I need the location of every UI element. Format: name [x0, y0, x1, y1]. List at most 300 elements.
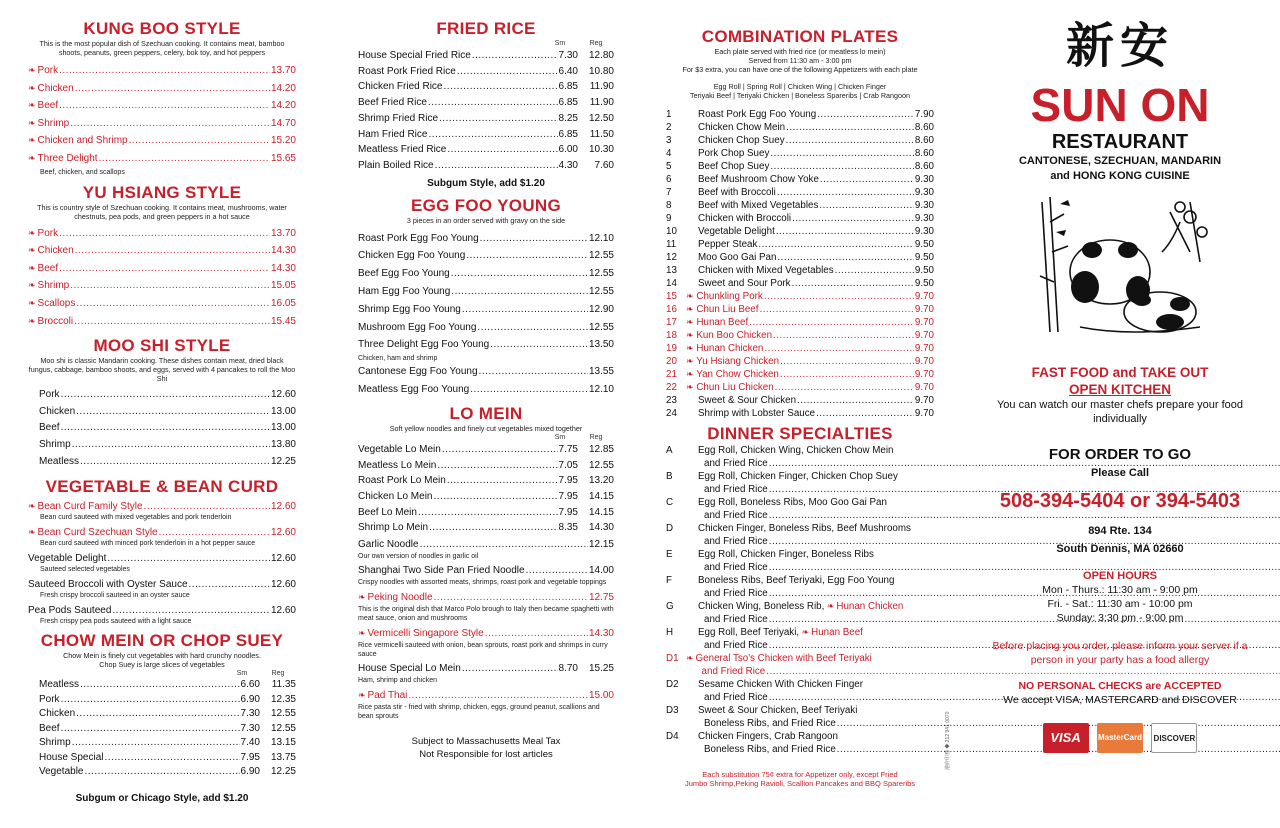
sm-label: Sm	[236, 670, 248, 678]
payment-cards	[980, 723, 1260, 753]
dinner-desc: and Fried Rice	[704, 562, 768, 573]
combo-item	[666, 186, 934, 199]
section-desc: 3 pieces in an order served with gravy on the side	[406, 215, 566, 225]
item-price-small: 6.90	[240, 693, 260, 705]
leader-dots	[418, 505, 558, 521]
item-name: Chicken	[37, 245, 74, 257]
chinese-name: 新安	[1065, 18, 1174, 74]
combo-number: 20	[666, 356, 677, 367]
hours-line: Fri. - Sat.: 11:30 am - 10:00 pm	[1047, 598, 1193, 610]
combo-price: 9.50	[914, 278, 934, 289]
item-name: House Special Fried Rice	[358, 50, 471, 61]
combo-number: 23	[666, 395, 677, 406]
combo-number: 19	[666, 343, 677, 354]
item-name: Shrimp	[37, 117, 70, 129]
leader-dots	[433, 489, 557, 505]
item-price: 12.35	[270, 693, 296, 705]
combo-item	[666, 290, 934, 303]
leader-dots	[80, 678, 240, 693]
chili-icon: ❧	[686, 356, 694, 366]
item-price-small: 6.00	[558, 144, 578, 156]
leader-dots	[85, 765, 240, 780]
item-price: 12.80	[588, 50, 614, 61]
leader-dots	[428, 95, 558, 111]
dinner-desc: and Fried Rice	[704, 458, 768, 469]
item-price-small: 6.85	[558, 81, 578, 93]
dinner-list	[666, 444, 934, 756]
combo-item	[666, 160, 934, 173]
leader-dots	[107, 552, 270, 565]
item-name: Meatless Fried Rice	[358, 144, 447, 156]
chili-icon: ❧	[28, 82, 36, 93]
fried-rice-footer: Subgum Style, add $1.20	[427, 177, 545, 189]
column-2	[358, 0, 614, 828]
combo-number: 15	[666, 291, 677, 302]
dinner-desc: Chicken Finger, Boneless Ribs, Beef Mushrooms	[698, 523, 911, 534]
item-price: 13.20	[588, 475, 614, 487]
item-price: 15.20	[270, 135, 296, 147]
combo-name: Beef with Mixed Vegetables	[698, 200, 819, 211]
combo-item	[666, 251, 934, 264]
size-header	[358, 39, 614, 48]
leader-dots	[835, 264, 914, 277]
combo-number: 7	[666, 187, 672, 198]
dinner-letter: D	[666, 523, 674, 534]
item-price: 15.65	[270, 152, 296, 164]
item-note: Ham, shrimp and chicken	[358, 677, 437, 685]
dinner-item	[666, 522, 934, 548]
item-name: Chicken	[39, 708, 76, 720]
combo-name: Roast Pork Egg Foo Young	[698, 109, 817, 120]
section-title: YU HSIANG STYLE	[82, 182, 242, 202]
section-desc: Served from 11:30 am - 3:00 pm	[748, 56, 852, 65]
dinner-letter: D1	[666, 653, 679, 664]
dinner-item	[666, 470, 934, 496]
combo-price: 9.30	[914, 200, 934, 211]
dinner-desc-red: Hunan Chicken	[836, 601, 904, 612]
item-price: 15.00	[588, 690, 614, 702]
panda-illustration	[1020, 192, 1220, 342]
item-price-small: 7.95	[558, 506, 578, 518]
leader-dots	[74, 314, 270, 331]
menu-item	[358, 158, 614, 174]
menu-item	[358, 564, 614, 578]
lost-articles-note: Not Responsible for lost articles	[419, 749, 553, 761]
leader-dots	[775, 381, 914, 394]
menu-item	[358, 590, 614, 605]
item-name: Beef Fried Rice	[358, 97, 427, 109]
leader-dots	[820, 173, 914, 186]
section-desc: Chow Mein is finely cut vegetables with hard crunchy noodles.	[63, 651, 261, 661]
leader-dots	[457, 64, 558, 80]
dinner-desc: Sesame Chicken With Chicken Finger	[698, 679, 863, 690]
item-price: 12.90	[588, 303, 614, 315]
leader-dots	[776, 225, 914, 238]
menu-item	[358, 319, 614, 337]
item-name: Beef Egg Foo Young	[358, 268, 450, 280]
item-note: Sauteed selected vegetables	[40, 566, 130, 574]
chili-icon: ❧	[824, 601, 835, 611]
combo-price: 9.50	[914, 252, 934, 263]
menu-item	[358, 301, 614, 319]
item-price: 12.60	[270, 389, 296, 401]
item-price: 12.50	[588, 112, 614, 124]
substitution-note: Jumbo Shrimp,Peking Ravioli, Scallion Pancakes and BBQ Spareribs	[684, 779, 916, 788]
chili-icon: ❧	[28, 262, 36, 273]
combo-name: Chun Liu Beef	[696, 304, 759, 315]
menu-item	[358, 688, 614, 703]
leader-dots	[61, 693, 240, 708]
item-price: 12.60	[270, 501, 296, 513]
item-name: Scallops	[37, 297, 76, 309]
leader-dots	[462, 662, 558, 676]
section-desc: Chop Suey is large slices of vegetables	[99, 660, 225, 670]
cuisine-line: CANTONESE, SZECHUAN, MANDARIN	[1018, 155, 1222, 167]
menu-item	[358, 247, 614, 265]
allergy-notice: Before placing you order, please inform your server if a person in your party has a food allergy	[992, 640, 1248, 666]
item-price-small: 6.90	[240, 766, 260, 778]
item-name: Shrimp Egg Foo Young	[358, 303, 461, 315]
item-name: Meatless Egg Foo Young	[358, 384, 470, 395]
leader-dots	[777, 186, 914, 199]
panda-icon	[1020, 192, 1220, 342]
item-note: Beef, chicken, and scallops	[40, 168, 125, 176]
item-price-small: 6.85	[558, 128, 578, 140]
item-price: 12.25	[270, 455, 296, 467]
menu-item	[39, 707, 296, 722]
combo-price: 9.70	[914, 317, 934, 328]
fried-rice-list	[358, 48, 614, 174]
dinner-desc: Sweet & Sour Chicken, Beef Teriyaki	[698, 705, 858, 716]
item-price: 14.30	[588, 628, 614, 640]
item-price: 15.25	[588, 663, 614, 675]
section-desc: Each plate served with fried rice (or meatless lo mein)	[714, 47, 886, 56]
combo-name: Chicken Chop Suey	[698, 135, 785, 146]
dinner-letter: F	[666, 575, 672, 586]
leader-dots	[61, 722, 240, 737]
combo-price: 9.70	[914, 395, 934, 406]
item-price: 12.75	[588, 592, 614, 604]
dinner-desc: Chicken Fingers, Crab Rangoon	[698, 731, 838, 742]
restaurant-name: SUN ON	[1030, 79, 1210, 131]
combo-number: 5	[666, 161, 672, 172]
item-name: Pork	[37, 65, 59, 76]
item-name: House Special	[39, 751, 104, 763]
menu-item	[39, 678, 296, 693]
menu-item	[39, 751, 296, 766]
item-price: 12.55	[588, 321, 614, 333]
column-1	[28, 0, 296, 828]
leader-dots	[72, 736, 240, 751]
leader-dots	[189, 578, 270, 591]
item-price: 16.05	[270, 297, 296, 309]
item-name: Pork	[39, 693, 60, 705]
chili-icon: ❧	[686, 317, 694, 327]
item-name: Chicken Lo Mein	[358, 490, 433, 502]
item-name: Bean Curd Family Style	[37, 501, 143, 513]
item-price: 12.10	[588, 384, 614, 395]
menu-item	[28, 552, 296, 565]
combo-item	[666, 147, 934, 160]
combo-price: 7.90	[914, 109, 934, 120]
address-line: South Dennis, MA 02660	[1056, 543, 1184, 555]
dinner-desc: and Fried Rice	[701, 666, 766, 677]
combo-number: 17	[666, 317, 677, 328]
combo-name: Moo Goo Gai Pan	[698, 252, 777, 263]
chili-icon: ❧	[28, 152, 36, 163]
open-kitchen-heading: OPEN KITCHEN	[1068, 382, 1171, 397]
item-note: Fresh crispy pea pods sauteed with a light sauce	[40, 618, 192, 626]
section-title: COMBINATION PLATES	[701, 27, 899, 46]
visa-icon: VISA	[1043, 723, 1089, 753]
combo-item	[666, 368, 934, 381]
leader-dots	[819, 199, 914, 212]
menu-item	[358, 142, 614, 158]
combo-price: 9.30	[914, 174, 934, 185]
section-title: MOO SHI STYLE	[93, 336, 231, 356]
combo-name: Yan Chow Chicken	[696, 369, 779, 380]
section-desc: Soft yellow noodles and finely cut vegetables mixed together	[389, 423, 583, 433]
leader-dots	[80, 454, 270, 471]
item-price: 11.50	[589, 128, 614, 140]
leader-dots	[59, 63, 270, 80]
item-name: Sauteed Broccoli with Oyster Sauce	[28, 579, 188, 591]
item-price: 12.60	[270, 553, 296, 565]
combo-name: Chicken with Broccoli	[698, 213, 792, 224]
chili-icon: ❧	[686, 653, 694, 663]
item-price-small: 8.25	[558, 112, 578, 124]
item-price: 12.10	[588, 232, 614, 244]
leader-dots	[129, 133, 270, 150]
combo-number: 22	[666, 382, 677, 393]
combo-item	[666, 108, 934, 121]
combo-item	[666, 355, 934, 368]
item-price: 13.80	[270, 438, 296, 450]
leader-dots	[75, 243, 270, 260]
item-name: Chicken	[37, 82, 74, 94]
combo-number: 1	[666, 109, 672, 120]
item-price: 10.30	[588, 144, 614, 156]
combo-item	[666, 394, 934, 407]
item-price-small: 7.05	[558, 459, 578, 471]
item-price-small: 7.95	[558, 490, 578, 502]
leader-dots	[99, 151, 270, 168]
leader-dots	[764, 342, 914, 355]
section-title: LO MEIN	[449, 403, 523, 423]
menu-item	[39, 722, 296, 737]
menu-item	[28, 132, 296, 150]
item-name: Garlic Noodle	[358, 539, 419, 551]
item-name: Beef	[39, 422, 60, 434]
combo-number: 10	[666, 226, 677, 237]
leader-dots	[72, 437, 270, 454]
menu-item	[28, 80, 296, 98]
item-name: Meatless	[39, 455, 80, 467]
combo-item	[666, 316, 934, 329]
reg-label: Reg	[271, 670, 285, 678]
dinner-letter: C	[666, 497, 674, 508]
dinner-desc: and Fried Rice	[704, 692, 768, 703]
leader-dots	[770, 147, 914, 160]
combo-price: 9.30	[914, 213, 934, 224]
leader-dots	[104, 751, 239, 766]
item-price: 14.30	[588, 522, 614, 534]
combo-name: Shrimp with Lobster Sauce	[698, 408, 816, 419]
combo-price: 8.60	[914, 135, 934, 146]
leader-dots	[470, 381, 588, 399]
item-note: Fresh crispy broccoli sauteed in an oyster sauce	[40, 592, 190, 600]
combo-number: 4	[666, 148, 672, 159]
item-note: Bean curd sauteed with mixed vegetables and pork tenderloin	[40, 514, 232, 522]
item-price: 14.15	[588, 506, 614, 518]
leader-dots	[490, 336, 588, 354]
section-title: EGG FOO YOUNG	[411, 195, 561, 215]
item-name: Peking Noodle	[367, 592, 433, 604]
item-price: 14.00	[588, 565, 614, 577]
item-price-small: 8.35	[558, 522, 578, 534]
leader-dots	[70, 116, 270, 133]
chili-icon: ❧	[686, 369, 694, 379]
item-name: House Special Lo Mein	[358, 663, 461, 675]
dinner-desc: Chicken Wing, Boneless Rib,	[698, 601, 825, 612]
leader-dots	[466, 247, 588, 265]
dinner-desc: and Fried Rice	[704, 640, 768, 651]
combo-item	[666, 238, 934, 251]
leader-dots	[780, 368, 914, 381]
combo-number: 2	[666, 122, 672, 133]
item-name: Pork	[39, 389, 60, 401]
combo-price: 9.70	[914, 330, 934, 341]
menu-item	[39, 693, 296, 708]
dinner-letter: B	[666, 471, 673, 482]
leader-dots	[472, 48, 558, 64]
item-price-small: 7.95	[558, 475, 578, 487]
item-price: 12.55	[588, 459, 614, 471]
item-price: 12.55	[588, 286, 614, 298]
item-price: 12.85	[588, 443, 614, 455]
leader-dots	[442, 442, 558, 458]
item-name: Chicken	[39, 405, 76, 417]
item-note: Rice pasta stir - fried with shrimp, chicken, eggs, ground peanut, scallions and bean sprouts	[358, 704, 600, 721]
item-price: 11.35	[271, 679, 296, 691]
moo-shi-list	[28, 387, 296, 470]
combo-number: 8	[666, 200, 672, 211]
item-name: Bean Curd Szechuan Style	[37, 527, 158, 539]
item-name: Beef	[39, 722, 60, 734]
leader-dots	[443, 79, 557, 95]
menu-item	[39, 765, 296, 780]
combo-item	[666, 381, 934, 394]
item-note: Chicken, ham and shrimp	[358, 355, 438, 363]
menu-item	[39, 404, 296, 421]
leader-dots	[758, 238, 914, 251]
section-title: VEGETABLE & BEAN CURD	[45, 477, 279, 497]
dinner-letter: E	[666, 549, 673, 560]
item-price: 15.45	[270, 315, 296, 327]
dinner-desc: General Tso's Chicken with Beef Teriyaki	[695, 653, 872, 664]
combo-item	[666, 407, 934, 420]
item-price: 13.75	[270, 751, 296, 763]
leader-dots	[773, 329, 914, 342]
dinner-desc: and Fried Rice	[704, 614, 768, 625]
section-title: CHOW MEIN OR CHOP SUEY	[40, 631, 284, 651]
dinner-item	[666, 600, 934, 626]
chili-icon: ❧	[686, 330, 694, 340]
item-name: Mushroom Egg Foo Young	[358, 321, 477, 333]
combo-item	[666, 303, 934, 316]
item-price: 13.50	[588, 339, 614, 351]
printer-code: 港府印務 ◆ 212 941 0070	[945, 711, 951, 770]
combo-price: 9.70	[914, 356, 934, 367]
menu-item	[39, 736, 296, 751]
discover-icon: DISCOVER	[1151, 723, 1197, 753]
combo-item	[666, 199, 934, 212]
item-price: 12.60	[270, 579, 296, 591]
item-name: Meatless	[39, 679, 80, 691]
combo-number: 3	[666, 135, 672, 146]
item-price: 13.00	[270, 422, 296, 434]
dinner-item	[666, 626, 934, 652]
combo-name: Vegetable Delight	[698, 226, 775, 237]
menu-item	[28, 526, 296, 539]
size-header	[28, 669, 296, 678]
item-price: 7.60	[594, 159, 614, 171]
watch-chefs-text: You can watch our master chefs prepare your food individually	[996, 399, 1243, 425]
combo-number: 9	[666, 213, 672, 224]
chili-icon: ❧	[28, 315, 36, 326]
section-desc: For $3 extra, you can have one of the following Appetizers with each plate	[682, 65, 918, 74]
dinner-item	[666, 496, 934, 522]
menu-item	[358, 48, 614, 64]
item-note: Crispy noodles with assorted meats, shrimps, roast pork and vegetable toppings	[358, 579, 607, 587]
combo-name: Pork Chop Suey	[698, 148, 770, 159]
section-title: DINNER SPECIALTIES	[707, 424, 893, 443]
dinner-item	[666, 704, 934, 730]
chili-icon: ❧	[28, 65, 36, 75]
menu-item	[358, 381, 614, 399]
menu-item	[28, 500, 296, 513]
leader-dots	[435, 158, 558, 174]
item-price-small: 6.60	[240, 679, 260, 691]
menu-item	[358, 442, 614, 458]
leader-dots	[75, 81, 270, 98]
leader-dots	[144, 500, 270, 513]
combo-name: Yu Hsiang Chicken	[696, 356, 780, 367]
dinner-item	[666, 678, 934, 704]
leader-dots	[59, 98, 270, 115]
menu-item	[28, 150, 296, 168]
leader-dots	[764, 290, 914, 303]
combo-price: 9.70	[914, 343, 934, 354]
item-price: 12.60	[270, 527, 296, 539]
leader-dots	[451, 283, 588, 301]
item-price: 13.70	[270, 227, 296, 239]
column-4	[980, 0, 1260, 828]
accept-notice: We accept VISA, MASTERCARD and DISCOVER	[1003, 694, 1237, 706]
leader-dots	[770, 160, 914, 173]
item-note: Our own version of noodles in garlic oil	[358, 553, 479, 561]
leader-dots	[479, 363, 588, 381]
hours-line: Mon - Thurs.: 11:30 am - 9:00 pm	[1042, 584, 1198, 596]
leader-dots	[428, 127, 557, 143]
item-price: 11.90	[589, 81, 614, 93]
item-name: Chicken and Shrimp	[37, 135, 128, 147]
item-price: 12.55	[588, 250, 614, 262]
dinner-desc: Egg Roll, Beef Teriyaki,	[698, 627, 800, 638]
dinner-letter: D3	[666, 705, 679, 716]
menu-item	[28, 313, 296, 331]
item-price-small: 7.95	[240, 751, 260, 763]
